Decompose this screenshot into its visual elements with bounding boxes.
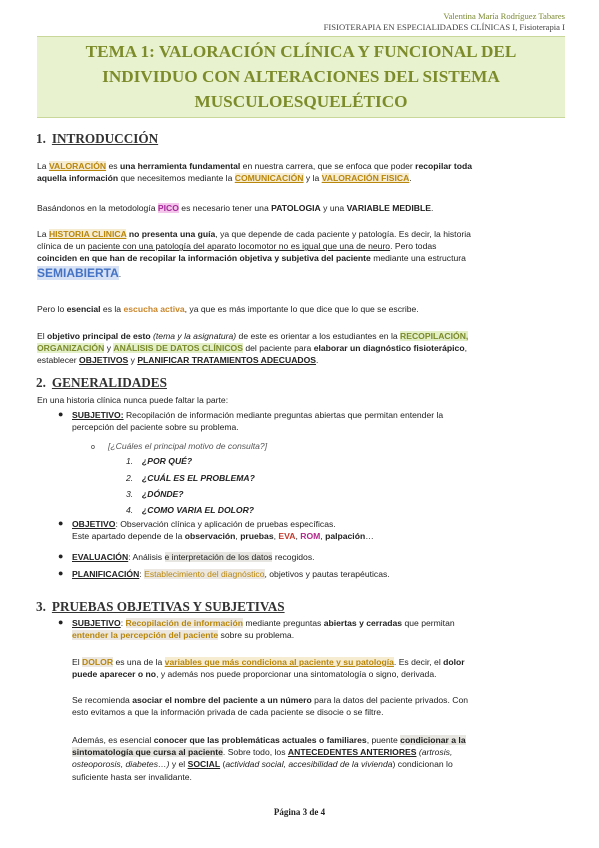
section-title: PRUEBAS OBJETIVAS Y SUBJETIVAS bbox=[51, 599, 285, 614]
dolor-paragraph: El DOLOR es una de la variables que más condiciona al paciente y su patología. Es decir, el dolor puede aparecer o no, y además nos puede proporcionar una sintomatología o signo, derivada. bbox=[72, 657, 465, 680]
question-item: 4. ¿COMO VARIA EL DOLOR? bbox=[126, 505, 255, 515]
header-author: Valentina María Rodríguez Tabares bbox=[443, 11, 565, 21]
question-item: 3. ¿DÓNDE? bbox=[126, 489, 184, 499]
ademas-paragraph: Además, es esencial conocer que las problemáticas actuales o familiares, puente condicionar a la sintomatología que cursa al paciente. Sobre todo, los ANTECEDENTES ANTERIORES (artrosis, osteoporosis, diabetes…) y el SOCIAL (actividad social, accesibilidad de la vivienda) condicionan lo suficiente hasta ser invalidante. bbox=[72, 735, 466, 782]
list-item-subjetivo: SUBJETIVO: Recopilación de información mediante preguntas abiertas que permitan entender la percepción del paciente sobre su problema. bbox=[72, 410, 444, 433]
title-line-2: INDIVIDUO CON ALTERACIONES DEL SISTEMA bbox=[102, 67, 500, 86]
intro-paragraph-2: Basándonos en la metodología PICO es necesario tener una PATOLOGIA y una VARIABLE MEDIBLE. bbox=[37, 203, 434, 213]
asociar-paragraph: Se recomienda asociar el nombre del paciente a un número para la datos del paciente privados. Con esto evitamos a que la información privada de cada paciente se disocie o se filtre. bbox=[72, 695, 469, 718]
section-number: 2. bbox=[36, 375, 46, 390]
section-number: 3. bbox=[36, 599, 46, 614]
question-motivo-consulta: [¿Cuáles el principal motivo de consulta?] bbox=[108, 441, 268, 451]
bullet-icon: ● bbox=[58, 551, 64, 561]
circle-bullet-icon: o bbox=[91, 444, 95, 451]
section-heading-generalidades bbox=[36, 374, 167, 393]
generalidades-lead: En una historia clínica nunca puede faltar la parte: bbox=[37, 395, 229, 405]
page-header bbox=[324, 11, 565, 32]
header-course: FISIOTERAPIA EN ESPECIALIDADES CLÍNICAS I, Fisioterapia I bbox=[323, 21, 565, 32]
bullet-icon: ● bbox=[58, 617, 64, 627]
section-number: 1. bbox=[36, 131, 46, 146]
section-title: GENERALIDADES bbox=[51, 375, 167, 390]
intro-paragraph-5: El objetivo principal de esto (tema y la asignatura) de este es orientar a los estudiantes en la RECOPILACIÓN, ORGANIZACIÓN y ANÁLISIS DE DATOS CLÍNICOS del paciente para elaborar un diagnóstico fisioterápico, establecer OBJETIVOS y PLANIFICAR TRATAMIENTOS ADECUADOS. bbox=[37, 331, 469, 366]
list-item-evaluacion: EVALUACIÓN: Análisis e interpretación de los datos recogidos. bbox=[72, 552, 315, 562]
intro-paragraph-1: La VALORACIÓN es una herramienta fundamental en nuestra carrera, que se enfoca que poder recopilar toda aquella información que necesitemos mediante la COMUNICACIÓN y la VALORACIÓN FISICA. bbox=[37, 161, 472, 184]
intro-paragraph-3: La HISTORIA CLINICA no presenta una guía, ya que depende de cada paciente y patología. Es decir, la historia clínica de un paciente con una patología del aparato locomotor no es igual que una de neuro. Pero todas coinciden en que han de recopilar la información objetiva y subjetiva del paciente mediante una estructura SEMIABIERTA. bbox=[37, 229, 471, 280]
intro-paragraph-4: Pero lo esencial es la escucha activa, ya que es más importante lo que dice que lo que se escribe. bbox=[37, 304, 419, 314]
section-heading-introduccion bbox=[36, 130, 158, 149]
section-heading-pruebas bbox=[36, 598, 285, 617]
page-footer: Página 3 de 4 bbox=[273, 807, 326, 817]
question-item: 2. ¿CUÁL ES EL PROBLEMA? bbox=[126, 473, 255, 483]
list-item-subjetivo-pruebas: SUBJETIVO: Recopilación de información mediante preguntas abiertas y cerradas que permitan entender la percepción del paciente sobre su problema. bbox=[72, 618, 455, 641]
title-line-3: MUSCULOESQUELÉTICO bbox=[194, 92, 408, 111]
question-item: 1. ¿POR QUÉ? bbox=[126, 456, 193, 466]
list-item-planificacion: PLANIFICACIÓN: Establecimiento del diagnóstico, objetivos y pautas terapéuticas. bbox=[72, 569, 390, 579]
bullet-icon: ● bbox=[58, 518, 64, 528]
section-title: INTRODUCCIÓN bbox=[51, 131, 159, 146]
bullet-icon: ● bbox=[58, 409, 64, 419]
document-title bbox=[37, 36, 565, 118]
list-item-objetivo: OBJETIVO: Observación clínica y aplicación de pruebas específicas. Este apartado depende de la observación, pruebas, EVA, ROM, palpación… bbox=[72, 519, 374, 542]
bullet-icon: ● bbox=[58, 568, 64, 578]
title-line-1: TEMA 1: VALORACIÓN CLÍNICA Y FUNCIONAL DEL bbox=[85, 42, 517, 61]
